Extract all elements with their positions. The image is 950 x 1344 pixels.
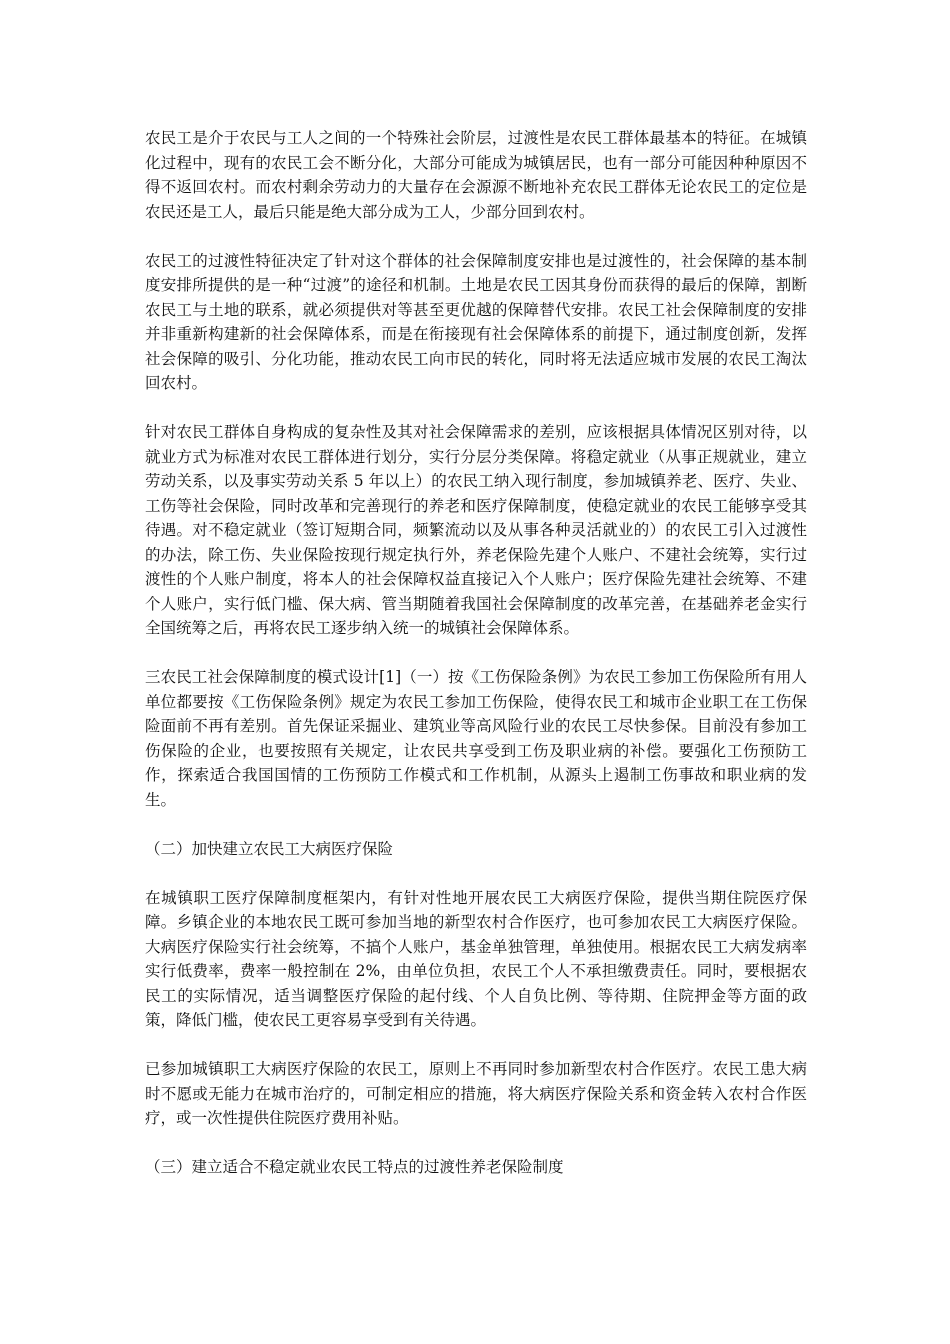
paragraph-1: 农民工是介于农民与工人之间的一个特殊社会阶层，过渡性是农民工群体最基本的特征。在城镇化过程中，现有的农民工会不断分化，大部分可能成为城镇居民，也有一部分可能因种种原因不得不返回农村。而农村剩余劳动力的大量存在会源源不断地补充农民工群体无论农民工的定位是农民还是工人，最后只能是绝大部分成为工人，少部分回到农村。 xyxy=(145,129,807,221)
paragraph-5: 在城镇职工医疗保障制度框架内，有针对性地开展农民工大病医疗保险，提供当期住院医疗保障。乡镇企业的本地农民工既可参加当地的新型农村合作医疗，也可参加农民工大病医疗保险。大病医疗保险实行社会统筹，不搞个人账户，基金单独管理，单独使用。根据农民工大病发病率实行低费率，费率一般控制在 2%，由单位负担，农民工个人不承担缴费责任。同时，要根据农民工的实际情况，适当调整医疗保险的起付线、个人自负比例、等待期、住院押金等方面的政策，降低门槛，使农民工更容易享受到有关待遇。 xyxy=(145,888,807,1029)
paragraph-2: 农民工的过渡性特征决定了针对这个群体的社会保障制度安排也是过渡性的，社会保障的基本制度安排所提供的是一种“过渡”的途径和机制。土地是农民工因其身份而获得的最后的保障，割断农民工与土地的联系，就必须提供对等甚至更优越的保障替代安排。农民工社会保障制度的安排并非重新构建新的社会保障体系，而是在衔接现有社会保障体系的前提下，通过制度创新，发挥社会保障的吸引、分化功能，推动农民工向市民的转化，同时将无法适应城市发展的农民工淘汰回农村。 xyxy=(145,251,807,392)
paragraph-6: 已参加城镇职工大病医疗保险的农民工，原则上不再同时参加新型农村合作医疗。农民工患大病时不愿或无能力在城市治疗的，可制定相应的措施，将大病医疗保险关系和资金转入农村合作医疗，或一次性提供住院医疗费用补贴。 xyxy=(145,1060,807,1127)
paragraph-4: 三农民工社会保障制度的模式设计[1]（一）按《工伤保险条例》为农民工参加工伤保险所有用人单位都要按《工伤保险条例》规定为农民工参加工伤保险，使得农民工和城市企业职工在工伤保险面前不再有差别。首先保证采掘业、建筑业等高风险行业的农民工尽快参保。目前没有参加工伤保险的企业，也要按照有关规定，让农民共享受到工伤及职业病的补偿。要强化工伤预防工作，探索适合我国国情的工伤预防工作模式和工作机制，从源头上遏制工伤事故和职业病的发生。 xyxy=(145,668,807,809)
document-body xyxy=(145,126,807,1204)
paragraph-3: 针对农民工群体自身构成的复杂性及其对社会保障需求的差别，应该根据具体情况区别对待，以就业方式为标准对农民工群体进行划分，实行分层分类保障。将稳定就业（从事正规就业，建立劳动关系，以及事实劳动关系 5 年以上）的农民工纳入现行制度，参加城镇养老、医疗、失业、工伤等社会保险，同时改革和完善现行的养老和医疗保障制度，使稳定就业的农民工能够享受其待遇。对不稳定就业（签订短期合同，频繁流动以及从事各种灵活就业的）的农民工引入过渡性的办法，除工伤、失业保险按现行规定执行外，养老保险先建个人账户、不建社会统筹，实行过渡性的个人账户制度，将本人的社会保障权益直接记入个人账户；医疗保险先建社会统筹、不建个人账户，实行低门槛、保大病、管当期随着我国社会保障制度的改革完善，在基础养老金实行全国统筹之后，再将农民工逐步纳入统一的城镇社会保障体系。 xyxy=(145,423,807,637)
section-heading-3: （三）建立适合不稳定就业农民工特点的过渡性养老保险制度 xyxy=(145,1158,564,1176)
section-heading-2: （二）加快建立农民工大病医疗保险 xyxy=(145,839,394,858)
